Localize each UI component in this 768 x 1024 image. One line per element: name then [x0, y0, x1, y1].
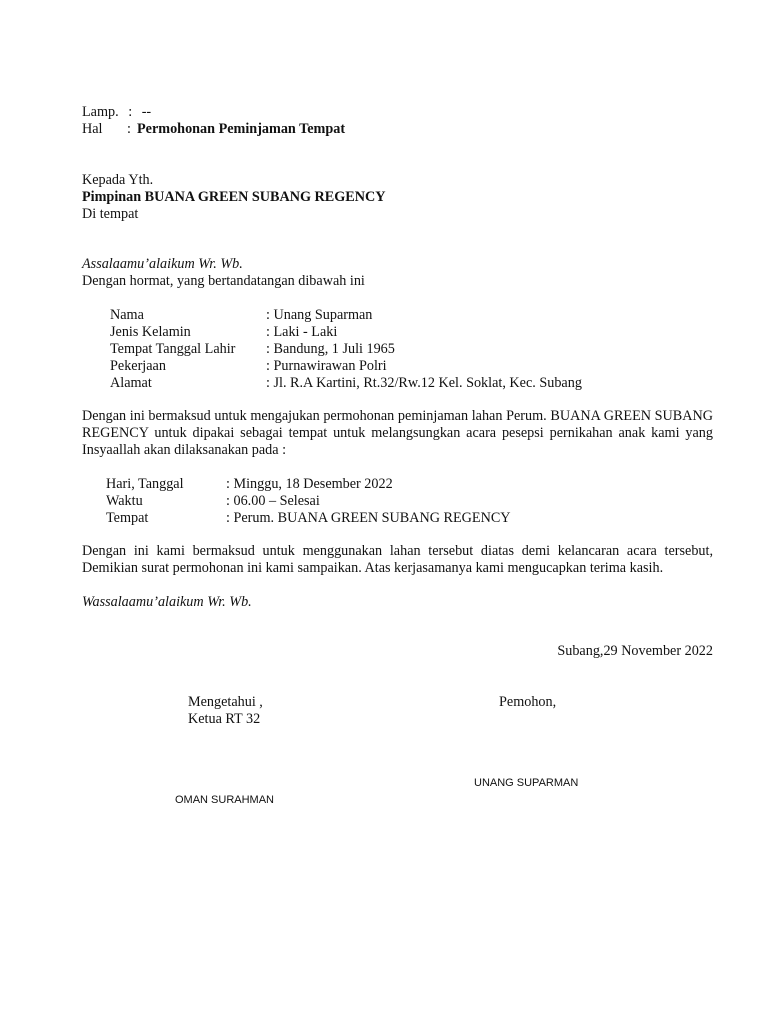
identity-label: Pekerjaan: [110, 358, 166, 374]
lamp-value: --: [141, 104, 152, 120]
body-paragraph-2: Dengan ini kami bermaksud untuk menggunakan lahan tersebut diatas demi kelancaran acara tersebut, Demikian surat permohonan ini kami sampaikan. Atas kerjasamanya kami mengucapkan terima kasih.: [82, 543, 713, 576]
event-label: Waktu: [106, 493, 143, 509]
identity-value: : Laki - Laki: [266, 324, 338, 340]
hal-value: Permohonan Peminjaman Tempat: [137, 121, 346, 137]
event-value: : Minggu, 18 Desember 2022: [226, 476, 393, 492]
hal-label: Hal: [82, 121, 103, 137]
intro-line: Dengan hormat, yang bertandatangan dibawah ini: [82, 273, 365, 289]
recipient-line1: Kepada Yth.: [82, 172, 154, 188]
signature-left-name: OMAN SURAHMAN: [175, 794, 275, 806]
identity-label: Jenis Kelamin: [110, 324, 191, 340]
recipient-line2: Pimpinan BUANA GREEN SUBANG REGENCY: [82, 189, 386, 205]
signature-right-title: Pemohon,: [499, 694, 557, 710]
lamp-label: Lamp.: [82, 104, 119, 120]
event-value: : 06.00 – Selesai: [226, 493, 320, 509]
identity-value: : Bandung, 1 Juli 1965: [266, 341, 395, 357]
date-place: Subang,29 November 2022: [557, 643, 713, 659]
body-paragraph-1: Dengan ini bermaksud untuk mengajukan permohonan peminjaman lahan Perum. BUANA GREEN SUBANG REGENCY untuk dipakai sebagai tempat untuk melangsungkan acara pesepsi pernikahan anak kami yang Insyaallah akan dilaksanakan pada :: [82, 408, 713, 458]
signature-left-title: Mengetahui ,: [188, 694, 263, 710]
signature-left-role: Ketua RT 32: [188, 711, 261, 727]
identity-label: Nama: [110, 307, 144, 323]
lamp-line: [82, 104, 151, 121]
event-value: : Perum. BUANA GREEN SUBANG REGENCY: [226, 510, 511, 526]
recipient-line3: Di tempat: [82, 206, 139, 222]
identity-value: : Purnawirawan Polri: [266, 358, 387, 374]
identity-label: Alamat: [110, 375, 152, 391]
event-label: Tempat: [106, 510, 149, 526]
hal-line: [82, 121, 346, 138]
signature-right-name: UNANG SUPARMAN: [474, 777, 579, 789]
closing-salam: Wassalaamu’alaikum Wr. Wb.: [82, 594, 252, 610]
identity-value: : Jl. R.A Kartini, Rt.32/Rw.12 Kel. Soklat, Kec. Subang: [266, 375, 582, 391]
event-label: Hari, Tanggal: [106, 476, 184, 492]
identity-value: : Unang Suparman: [266, 307, 373, 323]
lamp-separator: :: [128, 104, 133, 120]
identity-label: Tempat Tanggal Lahir: [110, 341, 236, 357]
opening-salam: Assalaamu’alaikum Wr. Wb.: [82, 256, 243, 272]
hal-separator: :: [127, 121, 131, 137]
